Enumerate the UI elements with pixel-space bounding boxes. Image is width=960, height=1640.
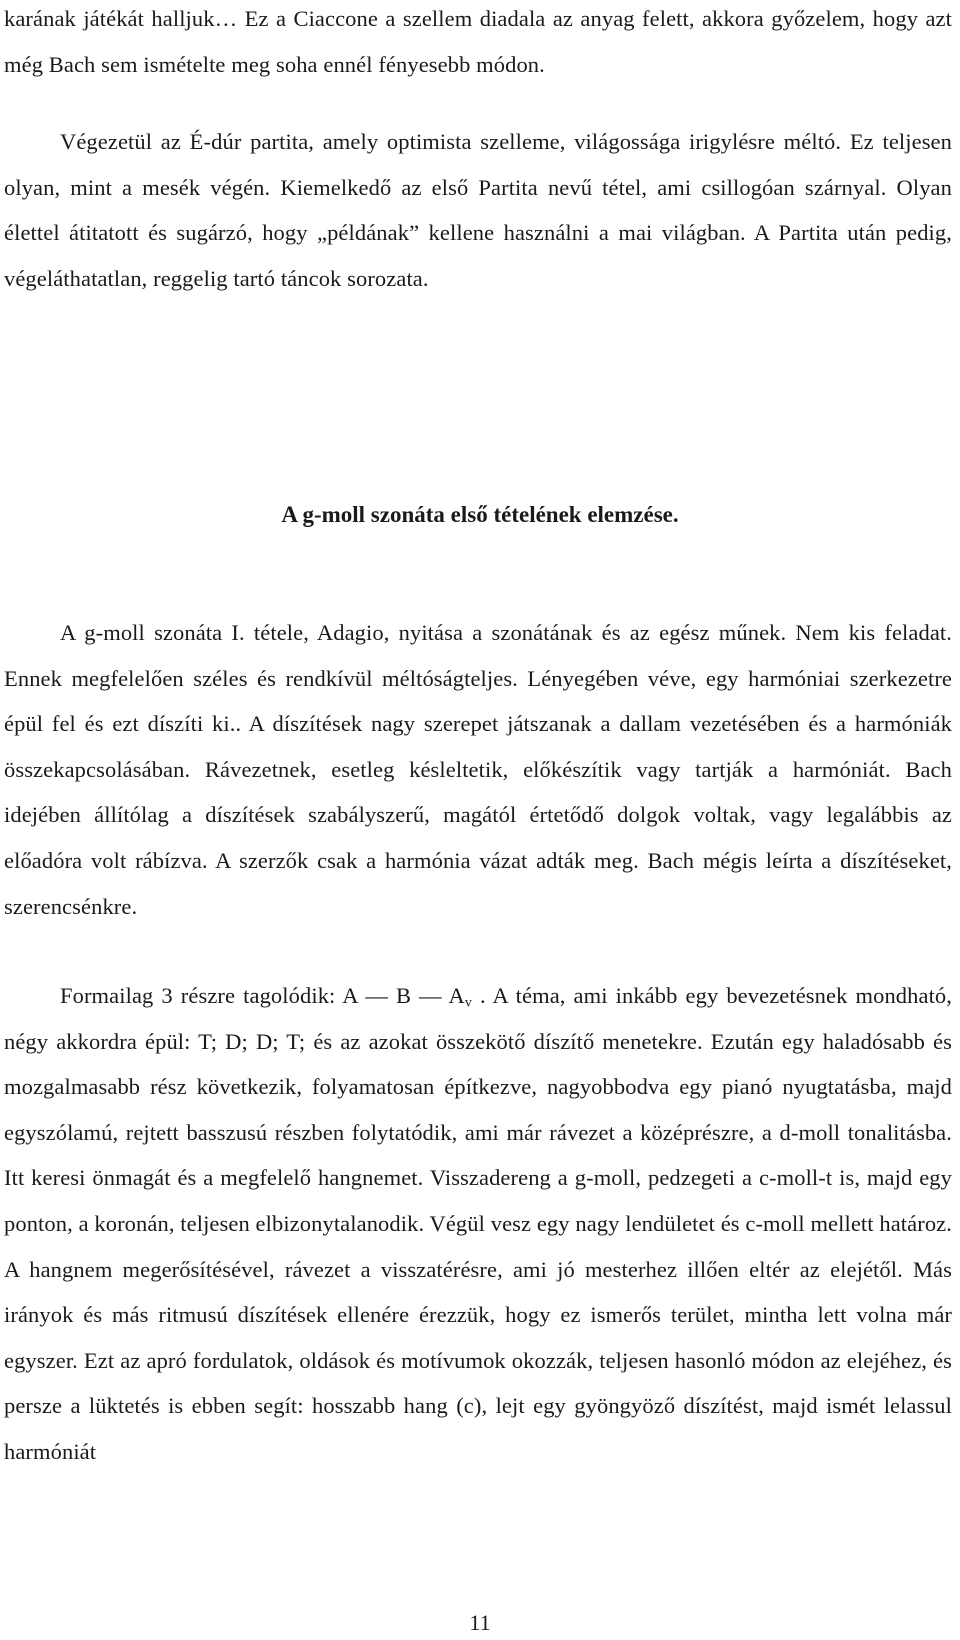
- paragraph-form-start: Formailag 3 részre tagolódik: A — B — A: [60, 983, 465, 1008]
- paragraph-continuation: karának játékát halljuk… Ez a Ciaccone a szellem diadala az anyag felett, akkora győzelem, hogy azt még Bach sem ismételte meg soha ennél fényesebb módon.: [4, 6, 952, 77]
- paragraph-form: [4, 973, 952, 1475]
- section-heading: A g-moll szonáta első tételének elemzése.: [281, 502, 679, 527]
- page-number: 11: [469, 1610, 491, 1635]
- paragraph-partita: Végezetül az É-dúr partita, amely optimista szelleme, világossága irigylésre méltó. Ez teljesen olyan, mint a mesék végén. Kiemelkedő az első Partita nevű tétel, ami csillogóan szárnyal. Olyan élettel átitatott és sugárzó, hogy „példának” kellene használni a mai világban. A Partita után pedig, végeláthatatlan, reggelig tartó táncok sorozata.: [4, 129, 952, 291]
- paragraph-form-rest: . A téma, ami inkább egy bevezetésnek mondható, négy akkordra épül: T; D; D; T; és az azokat összekötő díszítő menetekre. Ezután egy haladósabb és mozgalmasabb rész következik, folyamatosan építkezve, nagyobbodva egy pianó nyugtatásba, majd egyszólamú, rejtett basszusú részben folytatódik, ami már rávezet a középrészre, a d-moll tonalitásba. Itt keresi önmagát és a megfelelő hangnemet. Visszadereng a g-moll, pedzegeti a c-moll-t is, majd egy ponton, a koronán, teljesen elbizonytalanodik. Végül vesz egy nagy lendületet és c-moll mellett határoz. A hangnem megerősítésével, rávezet a visszatérésre, ami jó mesterhez illően eltér az elejétől. Más irányok és más ritmusú díszítések ellenére érezzük, hogy ez ismerős terület, mintha lett volna már egyszer. Ezt az apró fordulatok, oldások és motívumok okozzák, teljesen hasonló módon az elejéhez, és persze a lüktetés is ebben segít: hosszabb hang (c), lejt egy gyöngyöző díszítést, majd ismét lelassul harmóniát: [4, 983, 953, 1464]
- subscript-v: v: [464, 995, 472, 1011]
- paragraph-adagio: A g-moll szonáta I. tétele, Adagio, nyitása a szonátának és az egész műnek. Nem kis feladat. Ennek megfelelően széles és rendkívül méltóságteljes. Lényegében véve, egy harmóniai szerkezetre épül fel és ezt díszíti ki.. A díszítések nagy szerepet játszanak a dallam vezetésében és a harmóniák összekapcsolásában. Rávezetnek, esetleg késleltetik, előkészítik vagy tartják a harmóniát. Bach idejében állítólag a díszítések szabályszerű, magától értetődő dolgok voltak, vagy legalábbis az előadóra volt rábízva. A szerzők csak a harmónia vázat adták meg. Bach mégis leírta a díszítéseket, szerencsénkre.: [4, 620, 952, 919]
